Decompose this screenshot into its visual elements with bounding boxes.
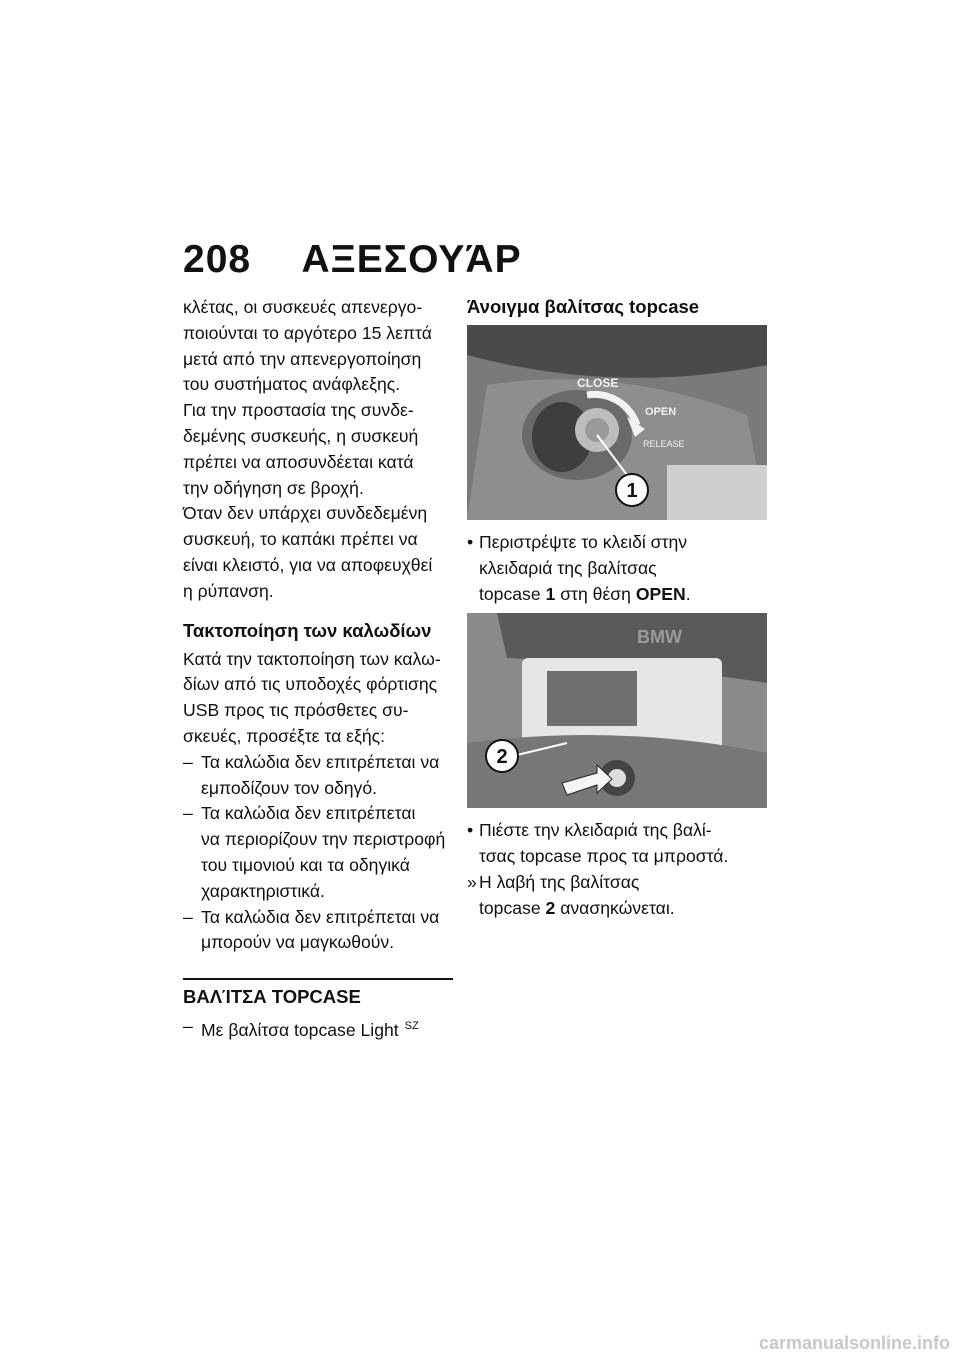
text-line: Όταν δεν υπάρχει συνδεδεμένη xyxy=(183,503,428,524)
text-fragment: . xyxy=(685,583,691,604)
page-header xyxy=(183,238,522,282)
text-line: Περιστρέψτε το κλειδί στην xyxy=(479,532,688,552)
result-marker: » xyxy=(467,871,477,892)
section-heading: ΒΑΛΊΤΣΑ TOPCASE xyxy=(183,978,453,1008)
callout-1-number: 1 xyxy=(626,480,638,502)
text-line: Για την προστασία της συνδε- xyxy=(183,400,414,421)
ref-number-1: 1 xyxy=(545,583,556,604)
text-line: Κατά την τακτοποίηση των καλω- xyxy=(183,648,441,669)
position-open: OPEN xyxy=(635,583,686,604)
cable-intro xyxy=(183,647,453,750)
text-line: την οδήγηση σε βροχή. xyxy=(183,477,364,498)
text-fragment: ανασηκώνεται. xyxy=(555,897,675,918)
text-fragment: topcase xyxy=(479,897,546,918)
text-line: η ρύπανση. xyxy=(183,580,274,601)
open-topcase-heading: Άνοιγμα βαλίτσας topcase xyxy=(467,296,700,317)
text-line: σκευές, προσέξτε τα εξής: xyxy=(183,725,386,746)
text-line: Η λαβή της βαλίτσας xyxy=(479,871,640,892)
page-number: 208 xyxy=(183,238,252,281)
text-line xyxy=(479,582,767,608)
text-line: μπορούν να μαγκωθούν. xyxy=(201,932,395,953)
text-line: του τιμονιού και τα οδηγικά xyxy=(201,854,410,875)
text-line: USB προς τις πρόσθετες συ- xyxy=(183,700,409,721)
watermark: carmanualsonline.info xyxy=(758,1333,950,1353)
text-fragment: στη θέση xyxy=(555,583,636,604)
text-line: χαρακτηριστικά. xyxy=(201,880,325,901)
text-fragment: topcase xyxy=(479,583,546,604)
text-line: εμποδίζουν τον οδηγό. xyxy=(201,777,378,798)
right-column xyxy=(467,295,767,922)
bullet-marker: • xyxy=(467,820,474,841)
dash-list-item xyxy=(183,801,453,904)
text-line: ποιούνται το αργότερο 15 λεπτά xyxy=(183,322,432,343)
equipment-text: Με βαλίτσα topcase Light xyxy=(201,1019,399,1040)
text-line: τσας topcase προς τα μπροστά. xyxy=(479,846,729,867)
text-line: δίων από τις υποδοχές φόρτισης xyxy=(183,674,438,695)
equipment-code: SZ xyxy=(404,1020,419,1033)
step-1 xyxy=(467,530,767,607)
text-line: είναι κλειστό, για να αποφευχθεί xyxy=(183,554,433,575)
step-2 xyxy=(467,818,767,870)
left-column xyxy=(183,295,453,1044)
close-label: CLOSE xyxy=(577,376,619,390)
text-line: πρέπει να αποσυνδέεται κατά xyxy=(183,451,414,472)
cable-heading: Τακτοποίηση των καλωδίων xyxy=(183,619,432,641)
text-line: δεμένης συσκευής, η συσκευή xyxy=(183,425,419,446)
text-line: κλέτας, οι συσκευές απενεργο- xyxy=(183,297,423,317)
text-line: – Τα καλώδια δεν επιτρέπεται να xyxy=(201,751,440,772)
lock-press-figure xyxy=(467,613,767,808)
text-line: κλειδαριά της βαλίτσας xyxy=(479,557,657,578)
chapter-title: ΑΞΕΣΟΥΆΡ xyxy=(301,238,522,281)
dash-list-item xyxy=(183,905,453,957)
text-line: Πιέστε την κλειδαριά της βαλί- xyxy=(479,820,712,841)
ref-number-2: 2 xyxy=(545,897,556,918)
bullet-marker: • xyxy=(467,532,474,552)
intro-paragraph xyxy=(183,295,453,605)
text-line xyxy=(479,896,767,922)
brand-lettering: BMW xyxy=(637,627,682,648)
text-line: – Τα καλώδια δεν επιτρέπεται να xyxy=(201,906,440,927)
open-label: OPEN xyxy=(645,406,677,418)
lock-rotation-figure xyxy=(467,325,767,520)
release-label: RELEASE xyxy=(643,439,685,449)
result-step xyxy=(467,870,767,922)
dash-list-item xyxy=(183,750,453,802)
text-line: του συστήματος ανάφλεξης. xyxy=(183,374,401,395)
text-line: – Τα καλώδια δεν επιτρέπεται xyxy=(201,803,416,824)
equipment-note xyxy=(183,1014,453,1044)
text-line: συσκευή, το καπάκι πρέπει να xyxy=(183,529,418,550)
text-line: μετά από την απενεργοποίηση xyxy=(183,348,422,369)
text-line: να περιορίζουν την περιστροφή xyxy=(201,829,446,850)
callout-2-number: 2 xyxy=(496,746,508,769)
